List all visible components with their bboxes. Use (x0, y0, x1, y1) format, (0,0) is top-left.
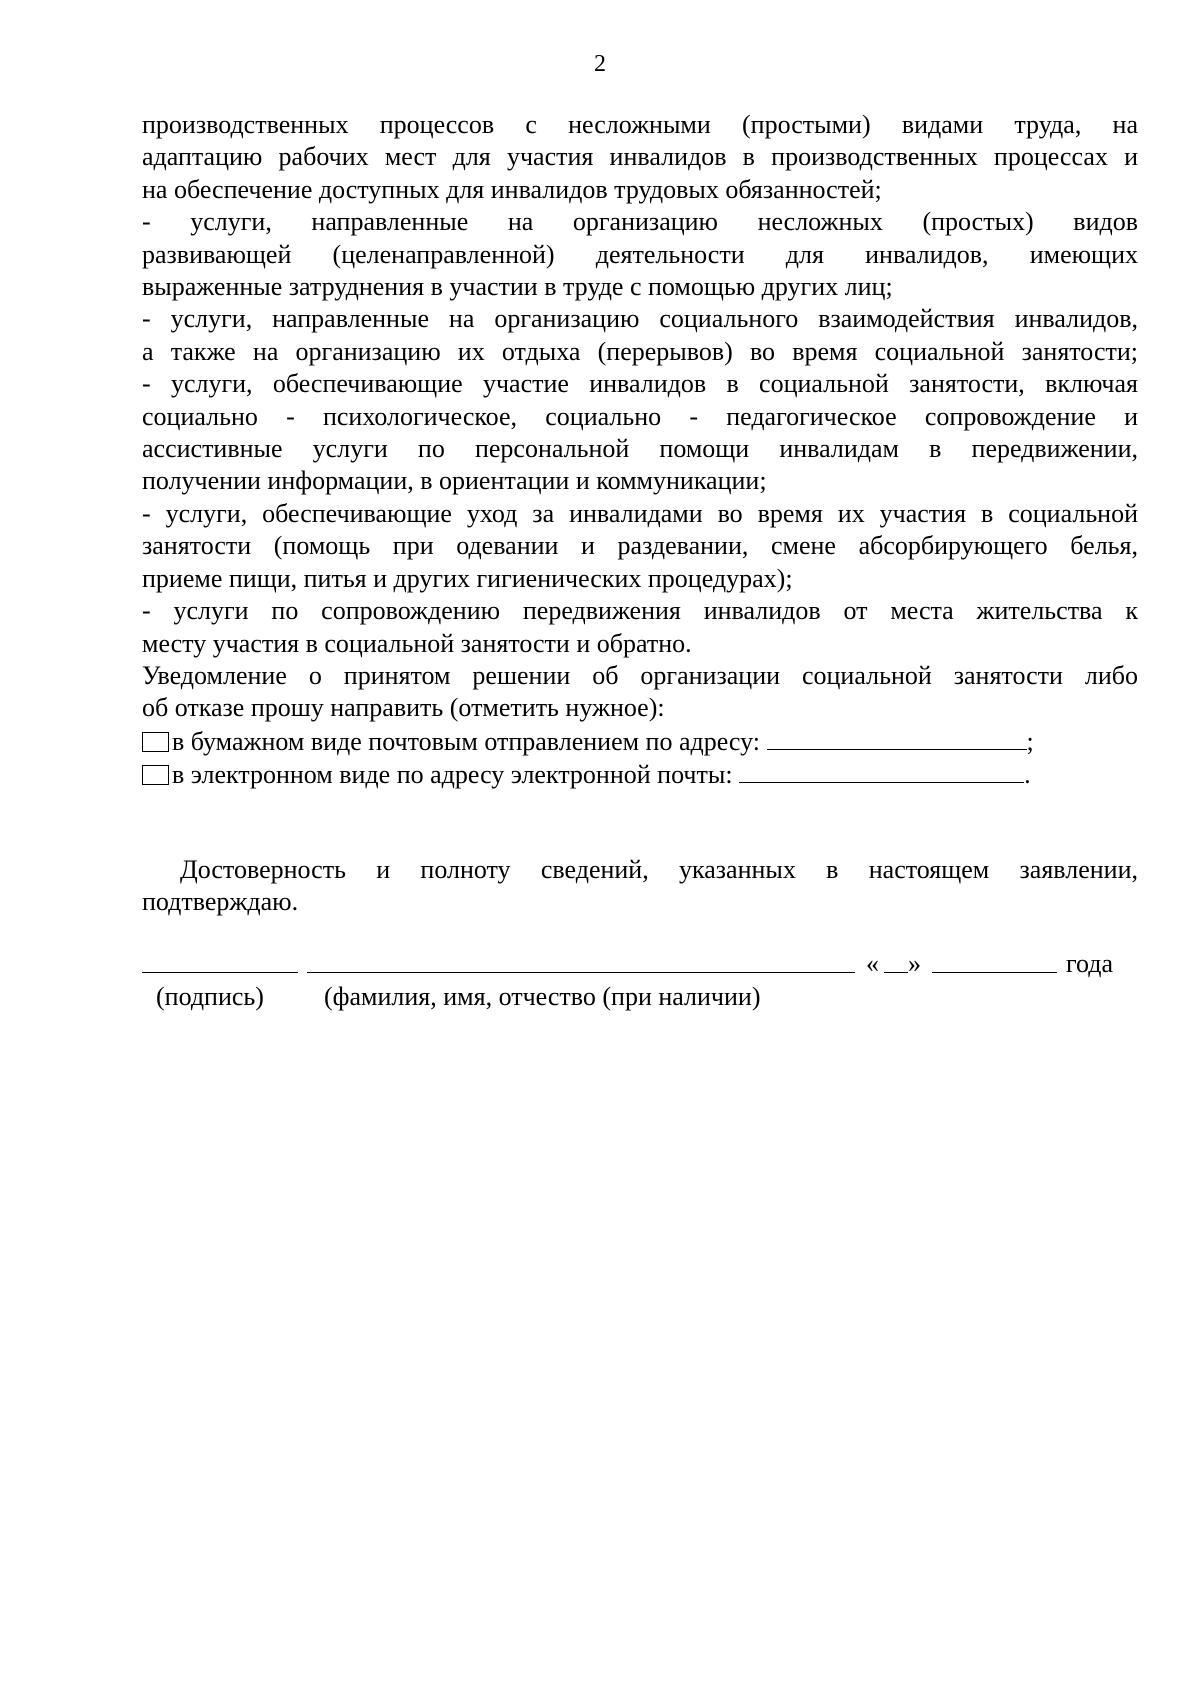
document-body (142, 109, 1138, 1014)
text-line: приеме пищи, питья и других гигиенических процедурах); (142, 563, 793, 593)
text-line: получении информации, в ориентации и коммуникации; (142, 466, 767, 496)
email-delivery-checkbox[interactable] (142, 765, 169, 785)
text-line: адаптацию рабочих мест для участия инвалидов в производственных процессах и (142, 142, 1138, 172)
full-name-caption: (фамилия, имя, отчество (при наличии) (324, 982, 761, 1012)
text-line: ассистивные услуги по персональной помощи инвалидам в передвижении, (142, 434, 1138, 464)
full-name-field[interactable] (307, 948, 855, 973)
email-delivery-option[interactable] (142, 758, 1138, 791)
email-address-field[interactable] (739, 758, 1024, 783)
year-word: года (1066, 949, 1114, 979)
signature-caption: (подпись) (156, 982, 264, 1012)
confirmation-line: Достоверность и полноту сведений, указанных в настоящем заявлении, (180, 854, 1138, 884)
text-line: - услуги, направленные на организацию социального взаимодействия инвалидов, (142, 304, 1138, 334)
paper-delivery-end: ; (1026, 726, 1034, 756)
text-line: - услуги, обеспечивающие уход за инвалидами во время их участия в социальной (142, 498, 1138, 528)
text-line: на обеспечение доступных для инвалидов трудовых обязанностей; (142, 174, 882, 204)
page-number: 2 (594, 51, 606, 77)
signature-captions (142, 981, 1138, 1014)
email-delivery-label: в электронном виде по адресу электронной почты: (172, 760, 733, 790)
text-line: - услуги, направленные на организацию несложных (простых) видов (142, 207, 1138, 237)
month-field[interactable] (932, 948, 1057, 973)
postal-address-field[interactable] (767, 725, 1027, 750)
text-line: занятости (помощь при одевании и раздевании, смене абсорбирующего белья, (142, 531, 1138, 561)
signature-field[interactable] (142, 948, 298, 973)
date-close-quote: » (908, 949, 921, 979)
text-line: социально - психологическое, социально - педагогическое сопровождение и (142, 401, 1138, 431)
day-field[interactable] (884, 948, 908, 973)
text-line: об отказе прошу направить (отметить нужное): (142, 693, 665, 723)
text-line: развивающей (целенаправленной) деятельности для инвалидов, имеющих (142, 239, 1138, 269)
paper-delivery-option[interactable] (142, 725, 1138, 758)
text-line: месту участия в социальной занятости и обратно. (142, 628, 692, 658)
text-line: производственных процессов с несложными (простыми) видами труда, на (142, 110, 1138, 139)
confirmation-line: подтверждаю. (142, 886, 299, 916)
text-line: - услуги, обеспечивающие участие инвалидов в социальной занятости, включая (142, 369, 1138, 399)
text-line: - услуги по сопровождению передвижения инвалидов от места жительства к (142, 596, 1138, 626)
email-delivery-end: . (1024, 760, 1031, 790)
signature-row (142, 948, 1138, 981)
text-line: выраженные затруднения в участии в труде с помощью других лиц; (142, 272, 893, 302)
paper-delivery-label: в бумажном виде почтовым отправлением по адресу: (172, 726, 761, 756)
text-line: Уведомление о принятом решении об организации социальной занятости либо (142, 660, 1138, 690)
text-line: а также на организацию их отдыха (перерывов) во время социальной занятости; (142, 336, 1138, 366)
date-open-quote: « (866, 949, 879, 979)
paper-delivery-checkbox[interactable] (142, 732, 169, 752)
